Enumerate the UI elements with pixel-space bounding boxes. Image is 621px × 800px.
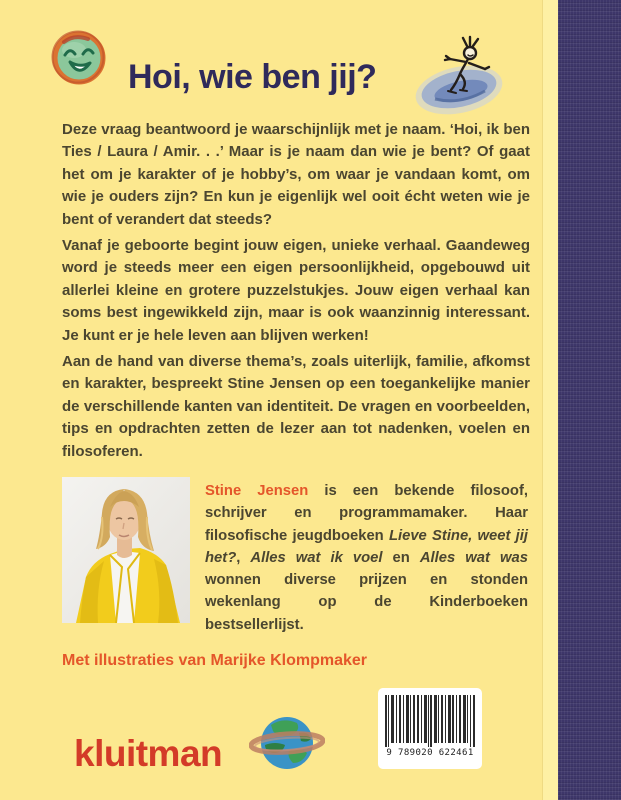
barcode [378, 688, 482, 769]
bio-text: en [382, 549, 420, 566]
book-spine [558, 0, 621, 800]
blurb-paragraph: Vanaf je geboorte begint jouw eigen, unieke verhaal. Gaandeweg word je steeds meer een eigen persoonlijkheid, opgebouwd uit allerlei kleine en grotere puzzelstukjes. Jouw eigen verhaal kan soms best ingewikkeld zijn, maar is ook waanzinnig interessant. Je kunt er je hele leven aan blijven werken! [62, 237, 530, 344]
page-title: Hoi, wie ben jij? [128, 58, 377, 96]
barcode-bars-icon [385, 695, 475, 747]
publisher-logo: kluitman [74, 733, 223, 774]
illustrator-credit: Met illustraties van Marijke Klompmaker [62, 652, 367, 669]
bio-text: is een bekende filosoof, schrijver en programmamaker. Haar filosofische jeugdboeken [205, 483, 529, 544]
surfer-illustration [415, 33, 510, 123]
blurb-paragraph: Deze vraag beantwoord je waarschijnlijk met je naam. ‘Hoi, ik ben Ties / Laura / Amir. . .’ Maar is je naam dan wie je bent? Of gaat het om je karakter of je hobby’s, om waar je vandaan komt, om wie je ouders zijn? En kun je eigenlijk wel ooit écht weten wie je bent of verandert dat steeds? [62, 121, 530, 228]
book-title: Alles wat was [419, 549, 528, 566]
author-section [62, 477, 528, 636]
earth-ring-icon [249, 711, 325, 780]
book-title: Lieve Stine, weet jij het? [205, 527, 529, 566]
blurb [62, 119, 530, 467]
author-name: Stine Jensen [205, 483, 309, 499]
bio-text: , [236, 549, 251, 566]
author-bio [205, 477, 528, 636]
globe-smiley-icon [50, 28, 108, 93]
blurb-paragraph: Aan de hand van diverse thema’s, zoals uiterlijk, familie, afkomst en karakter, bespreekt Stine Jensen op een toegankelijke manier de verschillende kanten van identiteit. De vragen en voorbeelden, tips en opdrachten zetten de lezer aan tot nadenken, voelen en filosoferen. [62, 353, 530, 460]
book-title: Alles wat ik voel [250, 549, 383, 566]
cover-edge [542, 0, 559, 800]
bio-text: wonnen diverse prijzen en stonden wekenlang op de Kinderboeken bestsellerlijst. [205, 572, 528, 633]
barcode-number: 9 789020 622461 [386, 748, 474, 758]
author-photo [62, 477, 190, 623]
